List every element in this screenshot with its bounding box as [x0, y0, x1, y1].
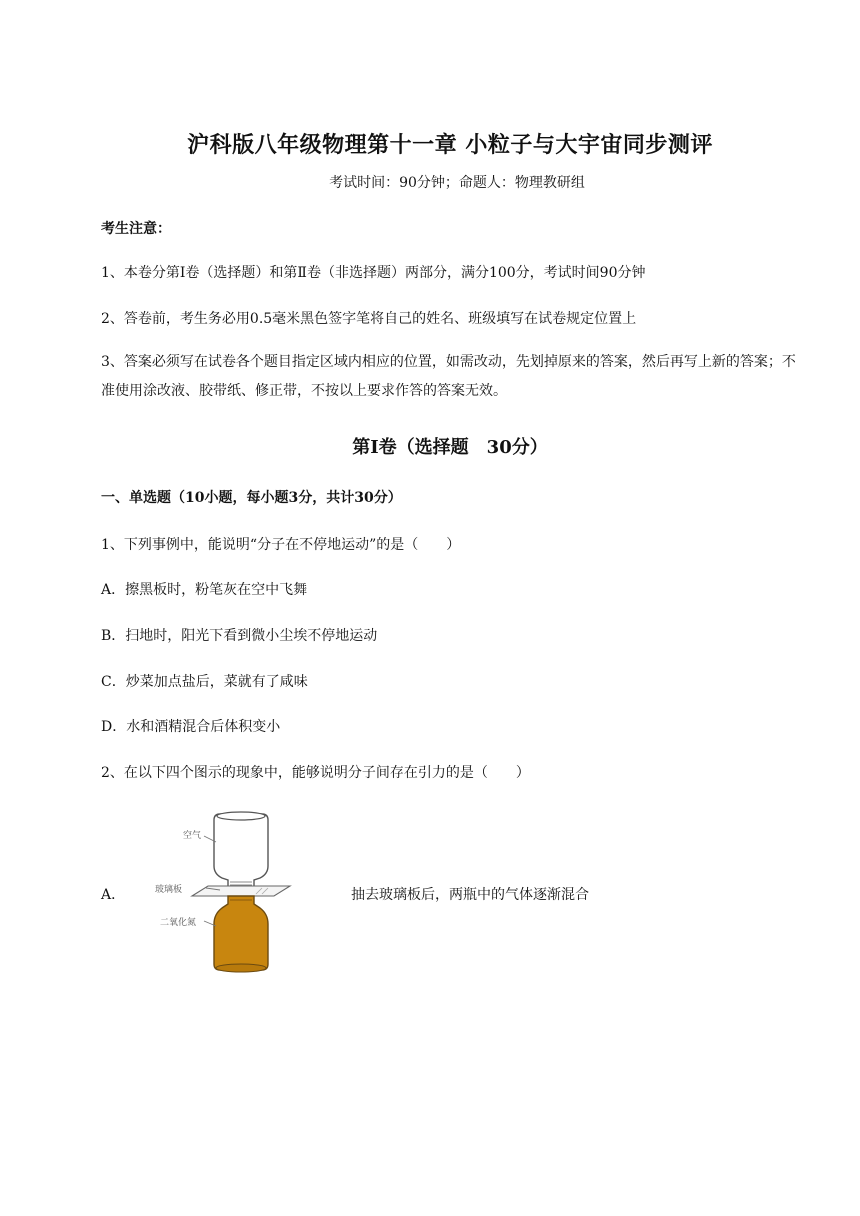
exam-info: 考试时间：90分钟；命题人：物理教研组: [329, 175, 585, 191]
figure-label-nitrogen-dioxide: 二氧化氮: [160, 918, 197, 928]
question-1-stem: 1、下列事例中，能说明“分子在不停地运动”的是（ ）: [101, 537, 461, 553]
question-1-option-b: B．扫地时，阳光下看到微小尘埃不停地运动: [101, 628, 378, 644]
question-1-option-a: A．擦黑板时，粉笔灰在空中飞舞: [101, 582, 308, 598]
section-title: 第Ⅰ卷（选择题 30分）: [352, 437, 548, 458]
figure-label-air: 空气: [183, 831, 202, 841]
question-2-option-a-label: A．: [101, 887, 126, 903]
notice-heading: 考生注意：: [101, 221, 171, 237]
notice-item-1: 1、本卷分第Ⅰ卷（选择题）和第Ⅱ卷（非选择题）两部分，满分100分，考试时间90分钟: [101, 265, 646, 281]
gas-diffusion-figure: [150, 808, 300, 978]
figure-label-glass-plate: 玻璃板: [155, 885, 183, 895]
question-1-option-d: D．水和酒精混合后体积变小: [101, 719, 281, 735]
notice-item-2: 2、答卷前，考生务必用0.5毫米黑色签字笔将自己的姓名、班级填写在试卷规定位置上: [101, 311, 637, 327]
notice-item-3: 3、答案必须写在试卷各个题目指定区域内相应的位置，如需改动，先划掉原来的答案，然后再写上新的答案；不准使用涂改液、胶带纸、修正带，不按以上要求作答的答案无效。: [101, 354, 796, 399]
document-title: 沪科版八年级物理第十一章 小粒子与大宇宙同步测评: [187, 132, 713, 158]
question-group-heading: 一、单选题（10小题，每小题3分，共计30分）: [101, 490, 402, 506]
question-2-stem: 2、在以下四个图示的现象中，能够说明分子间存在引力的是（ ）: [101, 765, 530, 781]
question-2-option-a-text: 抽去玻璃板后，两瓶中的气体逐渐混合: [351, 887, 589, 903]
question-1-option-c: C．炒菜加点盐后，菜就有了咸味: [101, 674, 308, 690]
